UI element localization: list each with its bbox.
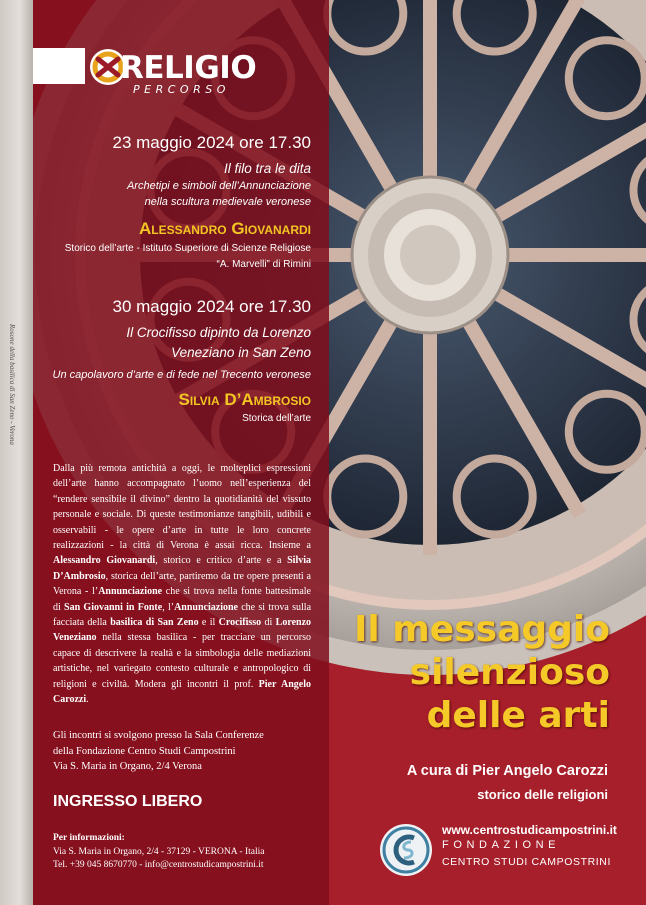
main-title-line-3: delle arti [426, 695, 610, 736]
main-title [354, 608, 610, 737]
footer-website-link[interactable]: www.centrostudicampostrini.it [442, 823, 617, 837]
event1-subtitle-2: nella scultura medievale veronese [144, 196, 311, 208]
event1-date: 23 maggio 2024 ore 17.30 [112, 133, 311, 152]
campostrini-cs-logo [378, 822, 434, 878]
venue-line-3: Via S. Maria in Organo, 2/4 Verona [53, 761, 202, 772]
event2-speaker: Silvia D’Ambrosio [178, 390, 311, 409]
venue-info [53, 728, 313, 775]
contact-info [53, 832, 323, 873]
main-title-line-2: silenzioso [409, 652, 610, 693]
contact-heading: Per informazioni: [53, 833, 125, 843]
admission-label: INGRESSO LIBERO [53, 793, 203, 810]
logo-title: RELIGIO [120, 50, 257, 86]
curator-role: storico delle religioni [477, 787, 608, 802]
photo-caption: Rosone della basilica di San Zeno - Verona [8, 324, 16, 445]
main-title-line-1: Il messaggio [354, 609, 610, 650]
event2-title-1: Il Crocifisso dipinto da Lorenzo [126, 325, 311, 340]
event2-title-2: Veneziano in San Zeno [171, 345, 311, 360]
event2-date: 30 maggio 2024 ore 17.30 [112, 297, 311, 316]
curator-block [407, 760, 608, 806]
venue-line-1: Gli incontri si svolgono presso la Sala Conferenze [53, 730, 264, 741]
contact-phone-email: Tel. +39 045 8670770 - info@centrostudicampostrini.it [53, 860, 264, 870]
venue-line-2: della Fondazione Centro Studi Campostrini [53, 745, 236, 757]
description-paragraph: Dalla più remota antichità a oggi, le molteplici espressioni dell’arte hanno accompagnato l’uomo nell’esperienza del “rendere sensibile il divino” dentro la quotidianità del vissuto personale e sociale. Di queste testimonianze tangibili, udibili e osservabili - le opere d’arte in tutte le loro concrete realizzazioni - la città di Verona è assai ricca. Insieme a Alessandro Giovanardi, storico e critico d’arte e a Silvia D’Ambrosio, storica dell’arte, partiremo da tre opere presenti a Verona - l’Annunciazione che si trova nella fonte battesimale di San Giovanni in Fonte, l’Annunciazione che si trova sulla facciata della basilica di San Zeno e il Crocifisso di Lorenzo Veneziano nella stessa basilica - per tracciare un percorso capace di descrivere la realtà e la simbologia delle mediazioni artistiche, nel variegato contesto culturale e antropologico di religioni e civiltà. Modera gli incontri il prof. Pier Angelo Carozzi. [53, 463, 312, 706]
event1-title: Il filo tra le dita [223, 161, 311, 176]
footer-centre-name: CENTRO STUDI CAMPOSTRINI [442, 856, 611, 868]
event1-subtitle-1: Archetipi e simboli dell’Annunciazione [126, 180, 311, 192]
event1-speaker: Alessandro Giovanardi [138, 219, 311, 238]
event2-role: Storica dell’arte [242, 413, 311, 424]
logo-white-box [33, 48, 85, 84]
footer-foundation: FONDAZIONE [442, 839, 561, 851]
stone-edge-strip [0, 0, 33, 905]
curator-line: A cura di Pier Angelo Carozzi [406, 763, 608, 779]
event1-role-2: “A. Marvelli” di Rimini [216, 259, 311, 270]
event2-subtitle: Un capolavoro d’arte e di fede nel Trecento veronese [52, 369, 311, 381]
contact-address: Via S. Maria in Organo, 2/4 - 37129 - VERONA - Italia [53, 846, 265, 857]
logo-subtitle: PERCORSO [133, 83, 230, 96]
event1-role-1: Storico dell’arte - Istituto Superiore di Scienze Religiose [64, 243, 311, 254]
